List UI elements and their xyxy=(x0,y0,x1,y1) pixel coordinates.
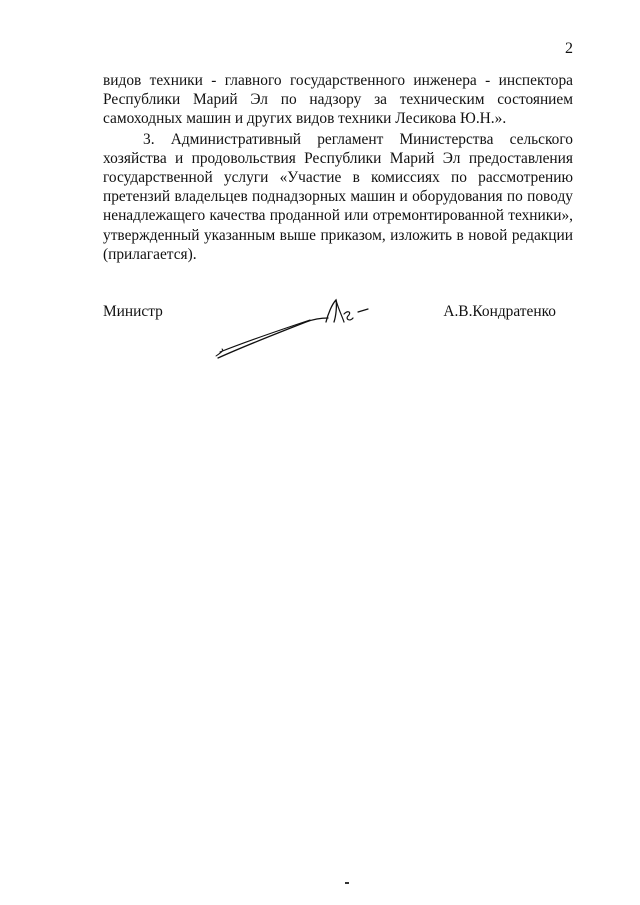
signatory-name: А.В.Кондратенко xyxy=(443,303,556,320)
paragraph-item-3: 3. Административный регламент Министерства сельского хозяйства и продовольствия Республики Марий Эл предоставления государственной услуги «Участие в комиссиях по рассмотрению претензий владельцев поднадзорных машин и оборудования по поводу ненадлежащего качества проданной или отремонтированной техники», утвержденный указанным выше приказом, изложить в новой редакции (прилагается). xyxy=(103,130,573,263)
handwritten-signature xyxy=(210,292,380,364)
page-number: 2 xyxy=(565,40,573,57)
paragraph-continuation: видов техники - главного государственного инженера - инспектора Республики Марий Эл по надзору за техническим состоянием самоходных машин и других видов техники Лесикова Ю.Н.». xyxy=(103,72,573,128)
document-body xyxy=(103,71,573,264)
page-mark xyxy=(345,882,349,884)
signatory-title: Министр xyxy=(103,303,163,320)
